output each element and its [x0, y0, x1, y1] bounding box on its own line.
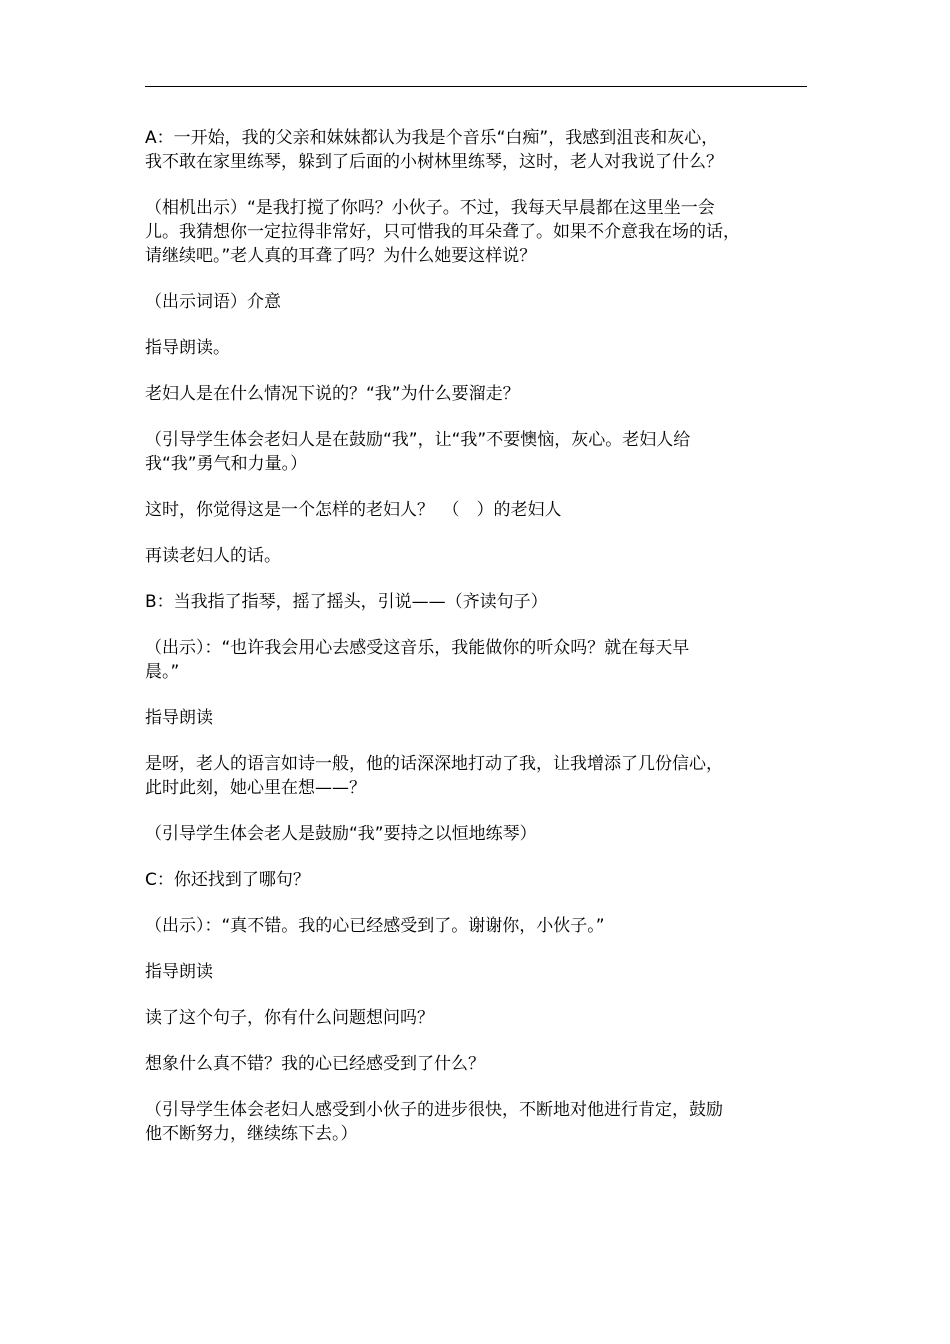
paragraph	[145, 428, 810, 476]
paragraph-line: 他不断努力，继续练下去。）	[145, 1124, 358, 1144]
paragraph	[145, 706, 810, 730]
paragraph	[145, 544, 810, 568]
paragraph-line: （引导学生体会老妇人是在鼓励“我”，让“我”不要懊恼，灰心。老妇人给	[145, 430, 691, 450]
paragraph	[145, 1006, 810, 1030]
paragraph-line: （出示词语）介意	[145, 292, 281, 312]
paragraph	[145, 636, 810, 684]
paragraph-line: （引导学生体会老妇人感受到小伙子的进步很快，不断地对他进行肯定，鼓励	[145, 1100, 723, 1120]
paragraph-line: 指导朗读	[145, 708, 213, 728]
paragraph	[145, 290, 810, 314]
paragraph-line: （出示）：“真不错。我的心已经感受到了。谢谢你，小伙子。”	[145, 916, 605, 936]
paragraph	[145, 868, 810, 892]
paragraph-line: （出示）：“也许我会用心去感受这音乐，我能做你的听众吗？就在每天早	[145, 638, 690, 658]
paragraph	[145, 752, 810, 800]
paragraph	[145, 336, 810, 360]
paragraph-line: 指导朗读	[145, 962, 213, 982]
paragraph-line: 指导朗读。	[145, 338, 230, 358]
paragraph	[145, 498, 810, 522]
paragraph-line: 读了这个句子，你有什么问题想问吗？	[145, 1008, 434, 1028]
paragraph-line: 请继续吧。”老人真的耳聋了吗？为什么她要这样说？	[145, 246, 537, 266]
paragraph	[145, 1098, 810, 1146]
document-body	[145, 126, 810, 1168]
paragraph-line: 儿。我猜想你一定拉得非常好，只可惜我的耳朵聋了。如果不介意我在场的话，	[145, 222, 740, 242]
paragraph	[145, 1052, 810, 1076]
paragraph-line: 老妇人是在什么情况下说的？“我”为什么要溜走？	[145, 384, 520, 404]
paragraph-line: 再读老妇人的话。	[145, 546, 281, 566]
paragraph	[145, 914, 810, 938]
paragraph-line: 晨。”	[145, 662, 180, 682]
paragraph-line: 这时，你觉得这是一个怎样的老妇人？ （ ）的老妇人	[145, 500, 562, 520]
paragraph-line: （相机出示）“是我打搅了你吗？小伙子。不过，我每天早晨都在这里坐一会	[145, 198, 715, 218]
paragraph	[145, 126, 810, 174]
paragraph-line: C：你还找到了哪句？	[145, 870, 310, 890]
paragraph	[145, 382, 810, 406]
paragraph-line: 是呀，老人的语言如诗一般，他的话深深地打动了我，让我增添了几份信心，	[145, 754, 723, 774]
paragraph-line: B：当我指了指琴，摇了摇头，引说——（齐读句子）	[145, 592, 548, 612]
paragraph	[145, 822, 810, 846]
paragraph-line: 此时此刻，她心里在想——？	[145, 778, 366, 798]
paragraph	[145, 196, 810, 268]
paragraph-line: 我不敢在家里练琴，躲到了后面的小树林里练琴，这时，老人对我说了什么？	[145, 152, 723, 172]
paragraph	[145, 960, 810, 984]
header-rule	[145, 86, 807, 87]
paragraph-line: 想象什么真不错？我的心已经感受到了什么？	[145, 1054, 485, 1074]
paragraph	[145, 590, 810, 614]
paragraph-line: A：一开始，我的父亲和妹妹都认为我是个音乐“白痴”，我感到沮丧和灰心，	[145, 128, 719, 148]
paragraph-line: （引导学生体会老人是鼓励“我”要持之以恒地练琴）	[145, 824, 537, 844]
paragraph-line: 我“我”勇气和力量。）	[145, 454, 308, 474]
